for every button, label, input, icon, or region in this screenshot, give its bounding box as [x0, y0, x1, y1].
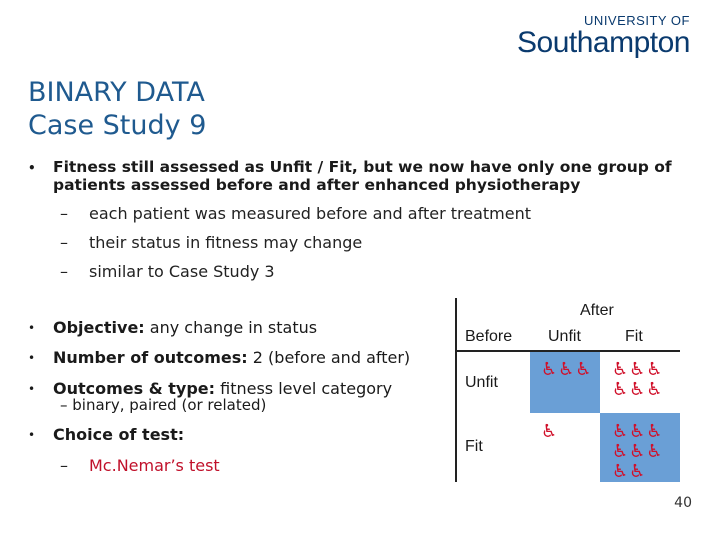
wheelchair-icon: ♿	[612, 359, 630, 380]
cell-unfit-unfit-icons	[541, 360, 601, 380]
cell-fit-fit-icons	[612, 422, 676, 482]
test-label: Choice of test:	[53, 425, 185, 444]
type-value: fitness level category	[215, 379, 393, 398]
slide-title	[28, 76, 206, 142]
bullet-dot: •	[28, 161, 36, 175]
wheelchair-icon: ♿	[646, 421, 664, 442]
dash: –	[60, 456, 68, 475]
wheelchair-icon: ♿	[646, 379, 664, 400]
cell-unfit-fit-icons	[612, 360, 676, 400]
logo-line-1: UNIVERSITY OF	[584, 13, 690, 28]
wheelchair-icon: ♿	[575, 359, 593, 380]
wheelchair-icon: ♿	[558, 359, 576, 380]
title-line-2: Case Study 9	[28, 110, 207, 141]
fit-row-header: Fit	[465, 438, 483, 455]
after-header: After	[580, 302, 614, 319]
outcomes-label: Number of outcomes:	[53, 348, 248, 367]
wheelchair-icon: ♿	[629, 359, 647, 380]
table-horizontal-line	[455, 350, 680, 352]
wheelchair-icon: ♿	[612, 441, 630, 462]
unfit-column-header: Unfit	[548, 328, 581, 345]
type-note: – binary, paired (or related)	[60, 396, 267, 414]
dash: –	[60, 262, 68, 281]
cell-fit-unfit-icons	[541, 422, 601, 442]
wheelchair-icon: ♿	[646, 441, 664, 462]
wheelchair-icon: ♿	[612, 461, 630, 482]
wheelchair-icon: ♿	[629, 379, 647, 400]
bullet-dot: •	[28, 428, 36, 442]
wheelchair-icon: ♿	[629, 461, 647, 482]
unfit-row-header: Unfit	[465, 374, 498, 391]
dash: –	[60, 233, 68, 252]
test-item-text: Mc.Nemar’s test	[89, 456, 220, 475]
page-number: 40	[674, 495, 692, 511]
university-logo	[517, 14, 690, 58]
outcomes-value: 2 (before and after)	[247, 348, 411, 367]
sub-item-1-text: each patient was measured before and after treatment	[89, 204, 531, 223]
bullet-dot: •	[28, 382, 36, 396]
bullet-dot: •	[28, 321, 36, 335]
objective-value: any change in status	[144, 318, 318, 337]
before-header: Before	[465, 328, 513, 345]
fit-column-header: Fit	[625, 328, 643, 345]
sub-item-3-text: similar to Case Study 3	[89, 262, 275, 281]
wheelchair-icon: ♿	[646, 359, 664, 380]
sub-item-2-text: their status in fitness may change	[89, 233, 363, 252]
dash: –	[60, 204, 68, 223]
title-line-1: BINARY DATA	[28, 77, 205, 108]
objective-label: Objective:	[53, 318, 145, 337]
wheelchair-icon: ♿	[612, 421, 630, 442]
wheelchair-icon: ♿	[541, 359, 559, 380]
wheelchair-icon: ♿	[612, 379, 630, 400]
wheelchair-icon: ♿	[629, 421, 647, 442]
table-vertical-line	[455, 298, 457, 482]
wheelchair-icon: ♿	[629, 441, 647, 462]
wheelchair-icon: ♿	[541, 421, 559, 442]
bullet-dot: •	[28, 351, 36, 365]
type-label: Outcomes & type:	[53, 379, 216, 398]
logo-line-2: Southampton	[517, 26, 690, 59]
bullet-fitness-text: Fitness still assessed as Unfit / Fit, but we now have only one group of patients assessed before and after enhanced physiotherapy	[53, 158, 672, 194]
